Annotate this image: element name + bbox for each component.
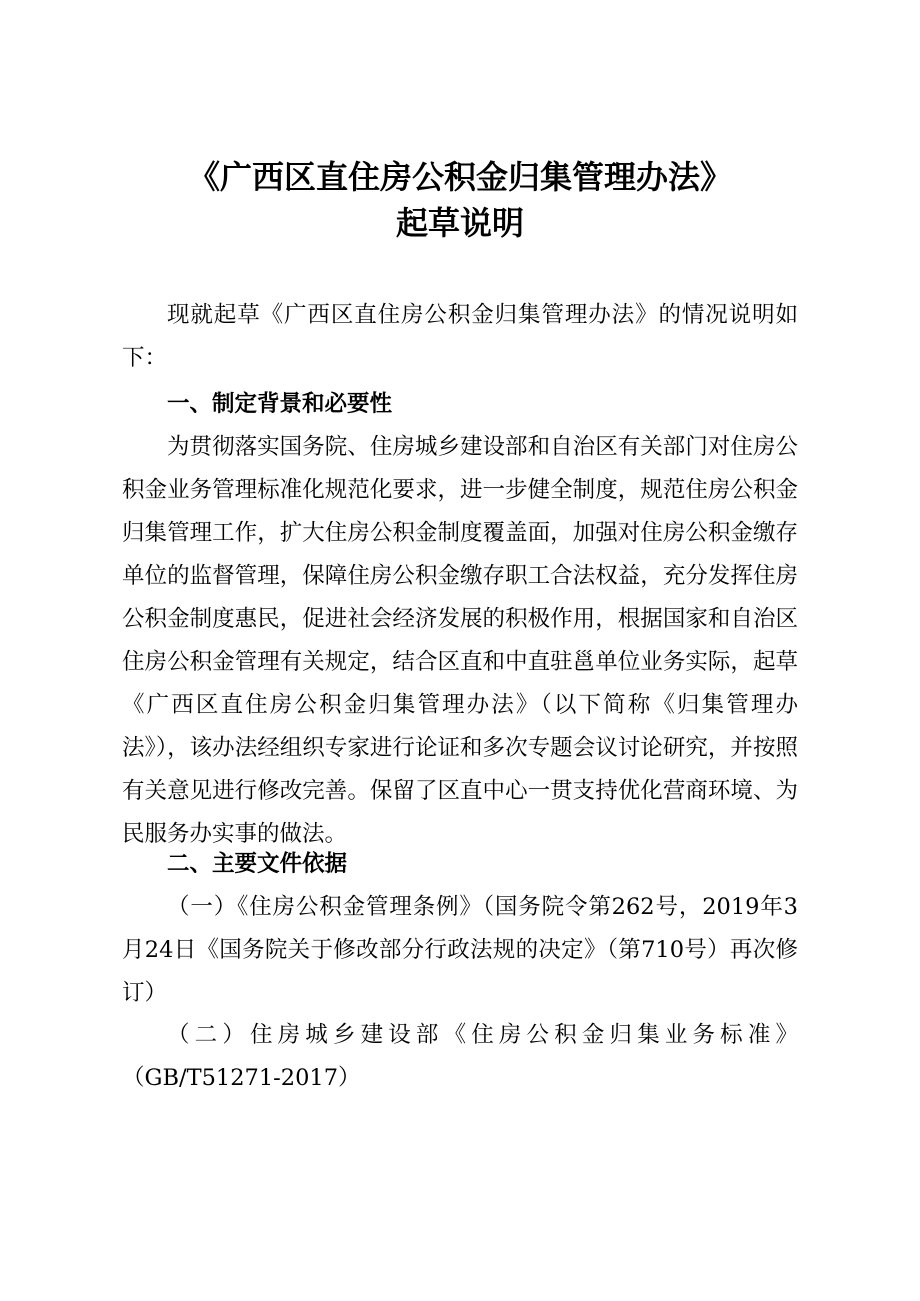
basis-item-1: （一）《住房公积金管理条例》（国务院令第262号，2019年3月24日《国务院关于修改部分行政法规的决定》（第710号）再次修订） [122,894,798,1006]
section-2-heading: 二、主要文件依据 [167,851,348,877]
section-1-heading: 一、制定背景和必要性 [167,391,393,417]
document-subtitle: 起草说明 [395,204,524,242]
basis-item-2: （二）住房城乡建设部《住房公积金归集业务标准》（GB/T51271-2017） [122,1022,798,1091]
intro-paragraph: 现就起草《广西区直住房公积金归集管理办法》的情况说明如下： [122,302,798,371]
document-title: 《广西区直住房公积金归集管理办法》 [187,158,732,196]
section-1-body: 为贯彻落实国务院、住房城乡建设部和自治区有关部门对住房公积金业务管理标准化规范化要求，进一步健全制度，规范住房公积金归集管理工作，扩大住房公积金制度覆盖面，加强对住房公积金缴存单位的监督管理，保障住房公积金缴存职工合法权益，充分发挥住房公积金制度惠民，促进社会经济发展的积极作用，根据国家和自治区住房公积金管理有关规定，结合区直和中直驻邕单位业务实际，起草《广西区直住房公积金归集管理办法》（以下简称《归集管理办法》），该办法经组织专家进行论证和多次专题会议讨论研究，并按照有关意见进行修改完善。保留了区直中心一贯支持优化营商环境、为民服务办实事的做法。 [122,434,798,847]
